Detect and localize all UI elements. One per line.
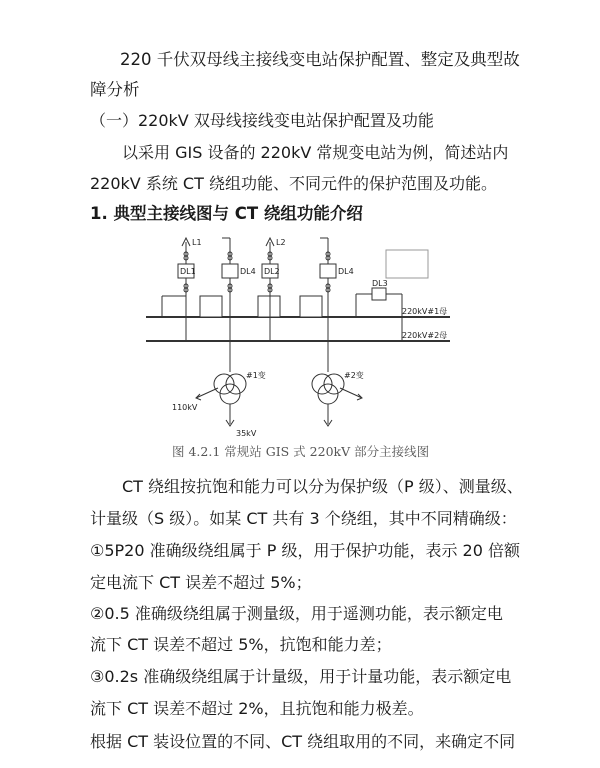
item3-line2: 流下 CT 误差不超过 2%，且抗饱和能力极差。 <box>90 699 424 718</box>
figure-caption: 图 4.2.1 常规站 GIS 式 220kV 部分主接线图 <box>172 444 430 459</box>
intro-line2: 220kV 系统 CT 绕组功能、不同元件的保护范围及功能。 <box>90 174 497 193</box>
label-bus1: 220kV#1母 <box>402 307 448 316</box>
document-title-line2: 障分析 <box>90 80 140 99</box>
label-dl4-a: DL4 <box>240 267 256 276</box>
subsection-heading: 1. 典型主接线图与 CT 绕组功能介绍 <box>90 204 363 223</box>
body-p1-line1: CT 绕组按抗饱和能力可以分为保护级（P 级）、测量级、 <box>122 477 523 496</box>
section-heading: （一）220kV 双母线接线变电站保护配置及功能 <box>90 111 434 130</box>
label-dl2: DL2 <box>264 267 280 276</box>
intro-line1: 以采用 GIS 设备的 220kV 常规变电站为例，简述站内 <box>122 143 509 162</box>
label-l2: L2 <box>276 238 286 247</box>
item2-line2: 流下 CT 误差不超过 5%，抗饱和能力差； <box>90 635 392 654</box>
body-p1-line2: 计量级（S 级）。如某 CT 共有 3 个绕组，其中不同精确级： <box>90 509 517 528</box>
breaker-dl3 <box>372 288 386 300</box>
document-title-line1: 220 千伏双母线主接线变电站保护配置、整定及典型故 <box>120 50 520 69</box>
label-dl1: DL1 <box>180 267 196 276</box>
breaker-dl4-1 <box>222 264 238 278</box>
item2-line1: ②0.5 准确级绕组属于测量级，用于遥测功能，表示额定电 <box>90 604 503 623</box>
breaker-dl4-2 <box>320 264 336 278</box>
label-bus2: 220kV#2母 <box>402 331 448 340</box>
item1-line1: ①5P20 准确级绕组属于 P 级，用于保护功能，表示 20 倍额 <box>90 541 520 560</box>
label-35kv: 35kV <box>236 429 257 438</box>
item3-line1: ③0.2s 准确级绕组属于计量级，用于计量功能，表示额定电 <box>90 667 512 686</box>
main-wiring-diagram <box>140 226 460 441</box>
label-l1: L1 <box>192 238 202 247</box>
body-last-line: 根据 CT 装设位置的不同、CT 绕组取用的不同，来确定不同 <box>90 732 516 751</box>
item1-line2: 定电流下 CT 误差不超过 5%； <box>90 573 312 592</box>
label-transformer-1: #1变 <box>246 371 266 380</box>
label-transformer-2: #2变 <box>344 371 364 380</box>
label-110kv: 110kV <box>172 403 198 412</box>
label-dl3: DL3 <box>372 279 388 288</box>
label-dl4-b: DL4 <box>338 267 354 276</box>
